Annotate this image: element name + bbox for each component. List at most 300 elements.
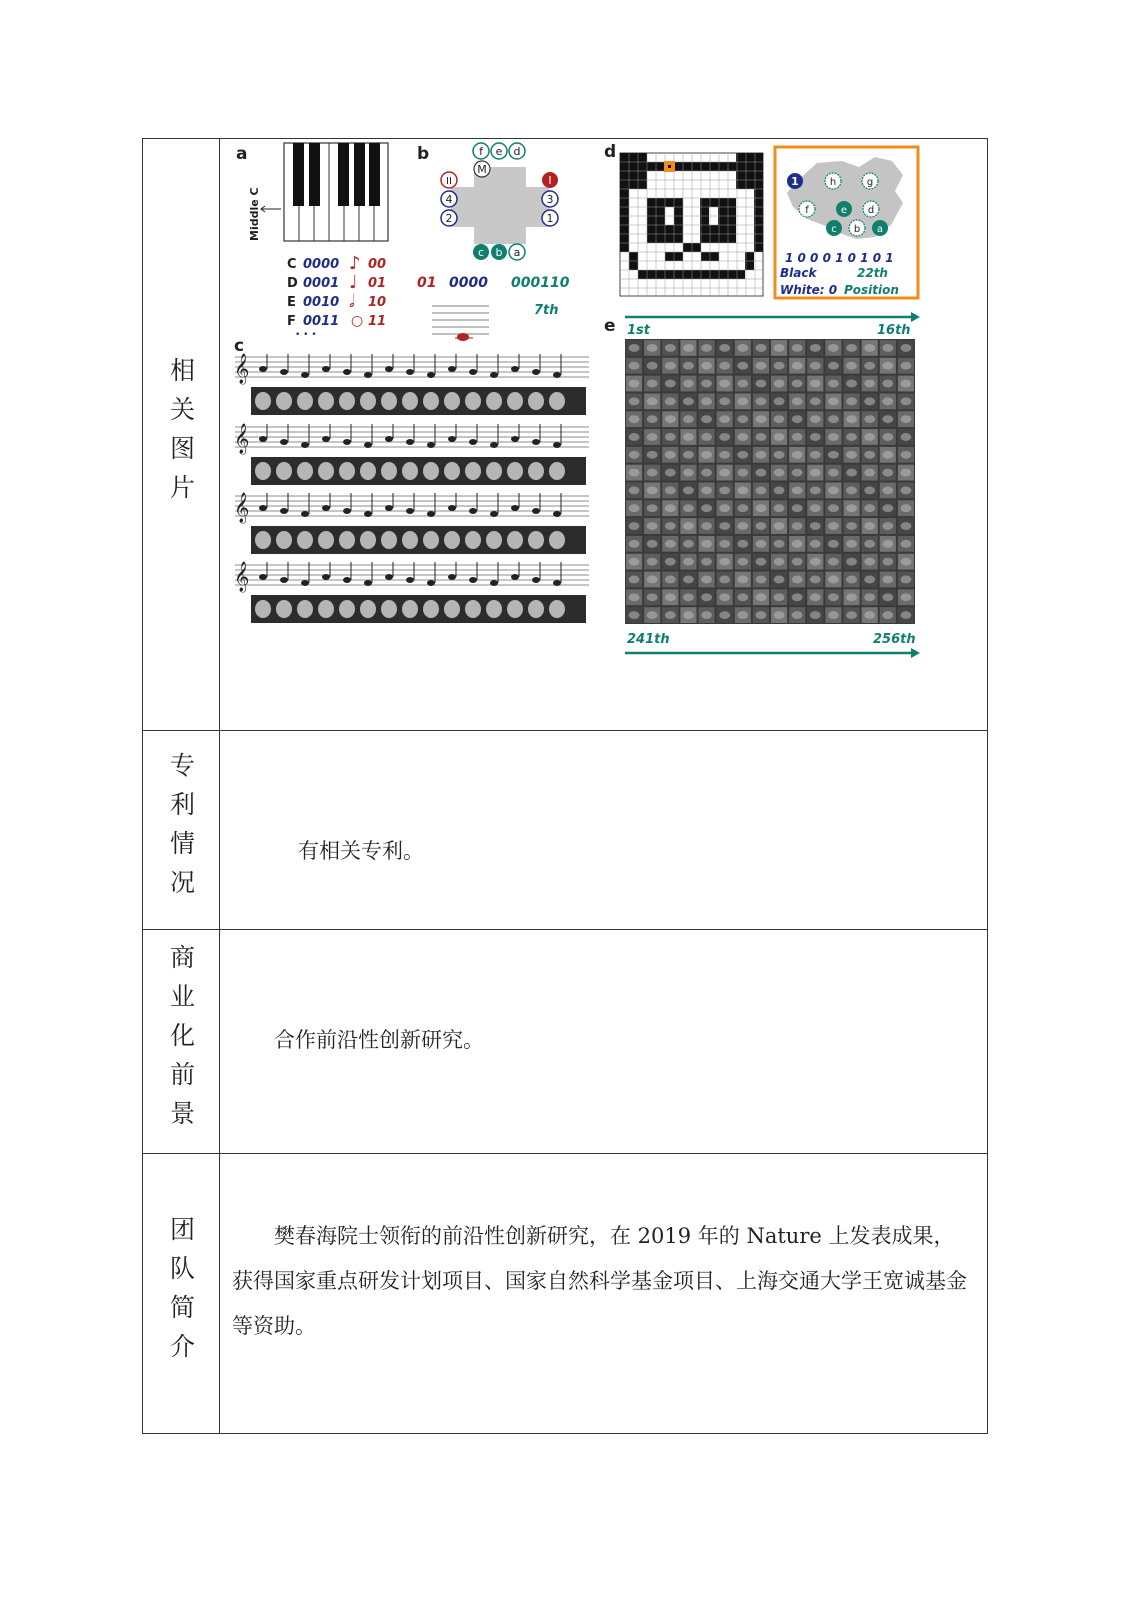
note-head-icon (322, 505, 330, 511)
afm-tile-shape (719, 540, 730, 548)
afm-tile-shape (737, 504, 748, 512)
row-header (143, 1154, 220, 1433)
afm-tile-shape (647, 433, 658, 441)
afm-tile-shape (846, 540, 857, 548)
afm-tile-shape (810, 362, 821, 370)
afm-tile-shape (647, 451, 658, 459)
seq-part-2: 0000 (449, 275, 488, 291)
note-code-row (287, 253, 386, 274)
afm-tile-shape (737, 362, 748, 370)
afm-tile-shape (774, 504, 785, 512)
afm-tile-shape (629, 380, 640, 388)
note-head-icon (511, 505, 519, 511)
note-head-icon (322, 574, 330, 580)
team-cell (220, 1154, 987, 1433)
afm-tile-shape (756, 558, 767, 566)
note-code: 0001 (303, 276, 340, 291)
whole-note-icon: ○ (351, 313, 364, 329)
note-head-icon (469, 439, 477, 445)
row-header (143, 930, 220, 1153)
afm-blob (528, 600, 544, 618)
afm-tile-shape (864, 415, 875, 423)
afm-blob (297, 392, 313, 410)
afm-tile-shape (846, 344, 857, 352)
afm-tile-shape (701, 344, 712, 352)
afm-tile-shape (901, 486, 912, 494)
afm-tile-shape (810, 451, 821, 459)
afm-tile-shape (629, 522, 640, 530)
info-table (142, 138, 988, 1434)
afm-tile-shape (756, 611, 767, 619)
patent-cell (220, 731, 987, 929)
afm-blob (549, 600, 565, 618)
length-code: 10 (368, 295, 387, 310)
afm-tile-shape (882, 415, 893, 423)
afm-tile-shape (737, 380, 748, 388)
map-position: Position (844, 283, 899, 297)
afm-blob (465, 600, 481, 618)
afm-tile-shape (756, 397, 767, 405)
afm-tile-shape (647, 486, 658, 494)
afm-tile-shape (647, 504, 658, 512)
afm-tile-shape (665, 433, 676, 441)
note-head-icon (490, 511, 498, 517)
note-head-icon (427, 580, 435, 586)
afm-blob (528, 531, 544, 549)
afm-tile-shape (828, 540, 839, 548)
seq-part-3: 000110 (511, 275, 570, 291)
afm-tile-shape (737, 397, 748, 405)
afm-tile-shape (756, 504, 767, 512)
afm-tile-shape (792, 397, 803, 405)
b-top-e: e (495, 145, 503, 158)
note-head-icon (385, 366, 393, 372)
b-top-circles (473, 143, 525, 159)
afm-tile-shape (882, 362, 893, 370)
afm-tile-shape (629, 504, 640, 512)
afm-blob (381, 392, 397, 410)
afm-tile-shape (846, 415, 857, 423)
map-pos: 22th (857, 266, 888, 280)
afm-tile-shape (810, 522, 821, 530)
afm-blob (423, 600, 439, 618)
note-head-icon (259, 574, 267, 580)
afm-blob (255, 531, 271, 549)
piano-keyboard (284, 143, 388, 241)
afm-tile-shape (647, 415, 658, 423)
quarter-note-icon: ♩ (349, 272, 358, 293)
afm-tile-shape (792, 576, 803, 584)
afm-tile-shape (882, 469, 893, 477)
afm-tile-shape (701, 486, 712, 494)
afm-blob (486, 531, 502, 549)
b-bottom-circles (473, 244, 525, 260)
afm-blob (444, 531, 460, 549)
afm-blob (423, 392, 439, 410)
afm-tile-shape (665, 540, 676, 548)
eighth-note-icon: ♪ (349, 253, 361, 274)
header-figure: 相关图片 (166, 356, 196, 513)
note-head-icon (511, 436, 519, 442)
afm-tile-shape (882, 522, 893, 530)
note-head-icon (364, 511, 372, 517)
afm-tile-shape (665, 469, 676, 477)
afm-blob (276, 531, 292, 549)
afm-blob (465, 392, 481, 410)
afm-tile-shape (792, 469, 803, 477)
afm-tile-shape (846, 593, 857, 601)
afm-blob (486, 462, 502, 480)
map-dot-f: f (805, 205, 809, 216)
afm-tile-shape (719, 433, 730, 441)
note-head-icon (532, 508, 540, 514)
map-dot-c: c (831, 224, 837, 235)
afm-blob (339, 462, 355, 480)
afm-tile-shape (756, 486, 767, 494)
afm-tile-shape (792, 611, 803, 619)
afm-tile-shape (647, 540, 658, 548)
team-text: 樊春海院士领衔的前沿性创新研究，在 2019 年的 Nature 上发表成果，获得国家重点研发计划项目、国家自然科学基金项目、上海交通大学王宽诚基金等资助。 (232, 1224, 967, 1338)
afm-tile-shape (810, 611, 821, 619)
afm-tile-shape (665, 504, 676, 512)
afm-tile-shape (901, 362, 912, 370)
patent-text: 有相关专利。 (298, 839, 424, 863)
afm-tile-shape (629, 486, 640, 494)
afm-tile-shape (665, 362, 676, 370)
b-left-circles (441, 172, 457, 226)
afm-tile-shape (828, 397, 839, 405)
note-head-icon (553, 511, 561, 517)
afm-tile-shape (683, 362, 694, 370)
afm-tile-shape (665, 522, 676, 530)
afm-blob (360, 531, 376, 549)
afm-tile-shape (828, 433, 839, 441)
afm-tile-shape (882, 593, 893, 601)
afm-tile-shape (810, 593, 821, 601)
note-head-icon (322, 436, 330, 442)
afm-tile-shape (901, 611, 912, 619)
afm-tile-shape (774, 558, 785, 566)
afm-blob (381, 462, 397, 480)
afm-tile-shape (756, 380, 767, 388)
afm-tile-shape (629, 540, 640, 548)
afm-tile-shape (828, 362, 839, 370)
afm-tile-shape (683, 576, 694, 584)
ellipsis: • • • (295, 330, 317, 340)
afm-tile-shape (719, 593, 730, 601)
afm-blob (507, 462, 523, 480)
afm-tile-shape (792, 522, 803, 530)
afm-blob (381, 531, 397, 549)
afm-tile-shape (701, 576, 712, 584)
header-commercial: 商业化前景 (166, 944, 196, 1139)
afm-blob (402, 462, 418, 480)
afm-tile-shape (810, 344, 821, 352)
afm-tile-shape (756, 522, 767, 530)
afm-tile-shape (683, 486, 694, 494)
afm-tile-shape (846, 433, 857, 441)
afm-tile-shape (683, 593, 694, 601)
afm-tile-shape (629, 576, 640, 584)
afm-tile-shape (864, 344, 875, 352)
note-head-icon (343, 508, 351, 514)
note-head-icon (343, 439, 351, 445)
afm-tile-shape (828, 486, 839, 494)
afm-tile-shape (846, 558, 857, 566)
afm-tile-shape (683, 397, 694, 405)
afm-tile-shape (719, 397, 730, 405)
afm-tile-shape (774, 576, 785, 584)
commercial-text: 合作前沿性创新研究。 (274, 1028, 484, 1052)
afm-blob (255, 462, 271, 480)
afm-tile-shape (683, 558, 694, 566)
afm-tile-shape (629, 558, 640, 566)
note-head-icon (301, 442, 309, 448)
afm-tile-shape (864, 593, 875, 601)
afm-tile-shape (665, 451, 676, 459)
note-head-icon (427, 442, 435, 448)
map-dot-h: h (829, 177, 837, 188)
afm-tile-shape (792, 362, 803, 370)
afm-tile-shape (719, 380, 730, 388)
panda-pixel-grid (620, 153, 763, 296)
afm-tile-shape (756, 593, 767, 601)
afm-tile-shape (828, 611, 839, 619)
commercial-cell (220, 930, 987, 1153)
panel-label-b: b (417, 144, 430, 164)
afm-blob (549, 531, 565, 549)
length-code: 11 (368, 314, 387, 329)
afm-tile-shape (701, 433, 712, 441)
b-right-circles (542, 172, 558, 226)
afm-tile-shape (647, 522, 658, 530)
afm-tile-shape (901, 397, 912, 405)
afm-blob (360, 462, 376, 480)
afm-blob (339, 600, 355, 618)
afm-tile-shape (701, 593, 712, 601)
afm-tile-shape (756, 415, 767, 423)
afm-tile-shape (719, 344, 730, 352)
afm-tile-shape (719, 522, 730, 530)
afm-tile-shape (882, 486, 893, 494)
e-label-first: 1st (627, 323, 650, 338)
note-head-icon (364, 442, 372, 448)
afm-tile-shape (756, 576, 767, 584)
afm-tile-shape (665, 415, 676, 423)
note-head-icon (553, 372, 561, 378)
afm-tile-shape (901, 451, 912, 459)
mini-note-icon (457, 333, 469, 341)
afm-tile-shape (665, 593, 676, 601)
note-head-icon (511, 366, 519, 372)
afm-tile-shape (665, 344, 676, 352)
afm-tile-shape (828, 469, 839, 477)
afm-tile-shape (665, 558, 676, 566)
afm-tile-shape (810, 397, 821, 405)
note-head-icon (406, 439, 414, 445)
afm-blob (423, 462, 439, 480)
afm-blob (276, 600, 292, 618)
afm-tile-shape (882, 540, 893, 548)
afm-tile-shape (701, 362, 712, 370)
map-one: 1 (791, 175, 799, 188)
treble-clef-icon: 𝄞 (234, 424, 250, 454)
note-name: D (287, 276, 298, 291)
afm-tile-shape (810, 486, 821, 494)
b-top-f: f (479, 145, 483, 158)
afm-blob (297, 531, 313, 549)
afm-tile-shape (774, 469, 785, 477)
afm-tile-shape (810, 576, 821, 584)
afm-tile-shape (846, 451, 857, 459)
afm-tile-shape (701, 611, 712, 619)
treble-clef-icon: 𝄞 (234, 493, 250, 523)
afm-blob (276, 462, 292, 480)
afm-tile-shape (846, 397, 857, 405)
afm-blob (297, 600, 313, 618)
afm-tile-shape (828, 504, 839, 512)
afm-tile-shape (792, 433, 803, 441)
afm-tile-shape (774, 486, 785, 494)
afm-tile-shape (792, 593, 803, 601)
note-head-icon (448, 574, 456, 580)
afm-tile-shape (683, 522, 694, 530)
afm-tile-shape (882, 451, 893, 459)
afm-tile-shape (719, 504, 730, 512)
afm-tile-shape (629, 611, 640, 619)
afm-tile-shape (810, 504, 821, 512)
afm-blob (402, 600, 418, 618)
afm-tile-shape (774, 362, 785, 370)
afm-tile-shape (756, 433, 767, 441)
afm-blob (423, 531, 439, 549)
afm-blob (318, 462, 334, 480)
note-code-row (287, 291, 386, 312)
afm-tile-shape (683, 611, 694, 619)
b-bottom-c: c (477, 246, 485, 259)
afm-tile-shape (737, 576, 748, 584)
afm-tile-shape (828, 415, 839, 423)
afm-tile-shape (719, 451, 730, 459)
afm-tile-shape (864, 504, 875, 512)
afm-tile-shape (737, 522, 748, 530)
afm-tile-shape (901, 593, 912, 601)
note-head-icon (469, 508, 477, 514)
note-head-icon (280, 369, 288, 375)
note-head-icon (259, 366, 267, 372)
treble-clef-icon: 𝄞 (234, 562, 250, 592)
note-head-icon (490, 372, 498, 378)
b-left-4: 4 (445, 193, 453, 206)
afm-blob (318, 531, 334, 549)
afm-tile-shape (701, 540, 712, 548)
middle-c-label: Middle C (248, 187, 261, 241)
afm-tile-shape (701, 415, 712, 423)
afm-tile-shape (901, 344, 912, 352)
afm-blob (444, 600, 460, 618)
afm-tile-shape (828, 522, 839, 530)
mini-staff (432, 306, 489, 334)
note-head-icon (406, 508, 414, 514)
note-head-icon (553, 442, 561, 448)
note-head-icon (469, 369, 477, 375)
note-code: 0000 (303, 257, 340, 272)
afm-tile-shape (629, 397, 640, 405)
afm-tile-shape (774, 611, 785, 619)
afm-tile-shape (719, 576, 730, 584)
note-head-icon (280, 577, 288, 583)
b-right-3: 3 (546, 193, 554, 206)
afm-tile-shape (792, 486, 803, 494)
afm-tile-shape (846, 611, 857, 619)
b-bottom-b: b (495, 246, 503, 259)
afm-tile-shape (828, 593, 839, 601)
b-left-ii: II (446, 176, 452, 187)
afm-blob (507, 600, 523, 618)
afm-tile-shape (882, 344, 893, 352)
afm-tile-shape (683, 469, 694, 477)
afm-tile-shape (719, 486, 730, 494)
half-note-icon: 𝅗𝅥 (349, 291, 355, 312)
treble-clef-icon: 𝄞 (234, 354, 250, 384)
afm-tile-shape (864, 522, 875, 530)
note-head-icon (385, 436, 393, 442)
afm-tile-shape (774, 593, 785, 601)
note-head-icon (427, 372, 435, 378)
afm-tile-shape (665, 397, 676, 405)
afm-tile-shape (756, 469, 767, 477)
map-bits: 1 0 0 0 1 0 1 0 1 (785, 251, 894, 265)
afm-tile-shape (701, 380, 712, 388)
afm-tile-shape (629, 593, 640, 601)
china-map-inset (775, 147, 918, 298)
afm-blob (444, 462, 460, 480)
afm-blob (297, 462, 313, 480)
afm-tile-shape (901, 504, 912, 512)
note-head-icon (490, 580, 498, 586)
b-bottom-a: a (513, 246, 521, 259)
note-head-icon (364, 372, 372, 378)
b-right-i: I (548, 174, 552, 187)
afm-tile-shape (864, 469, 875, 477)
length-code: 01 (368, 276, 387, 291)
afm-tile-shape (701, 469, 712, 477)
b-m: M (477, 163, 487, 176)
afm-blob (444, 392, 460, 410)
afm-tile-shape (864, 558, 875, 566)
map-black: Black (780, 266, 817, 280)
afm-blob (255, 600, 271, 618)
note-head-icon (448, 436, 456, 442)
afm-tile-shape (864, 380, 875, 388)
e-label-sixteenth: 16th (877, 323, 911, 338)
afm-blob (381, 600, 397, 618)
afm-tile-shape (828, 451, 839, 459)
header-patent: 专利情况 (166, 752, 196, 908)
music-staff (234, 561, 589, 623)
afm-tile-shape (792, 415, 803, 423)
afm-tile-shape (882, 611, 893, 619)
e-label-last: 256th (873, 632, 916, 647)
afm-tile-shape (882, 576, 893, 584)
music-staff-rows (234, 353, 589, 623)
afm-blob (507, 531, 523, 549)
row-header (143, 139, 220, 730)
note-head-icon (259, 505, 267, 511)
afm-tile-shape (882, 433, 893, 441)
note-head-icon (469, 577, 477, 583)
afm-tile-shape (719, 415, 730, 423)
